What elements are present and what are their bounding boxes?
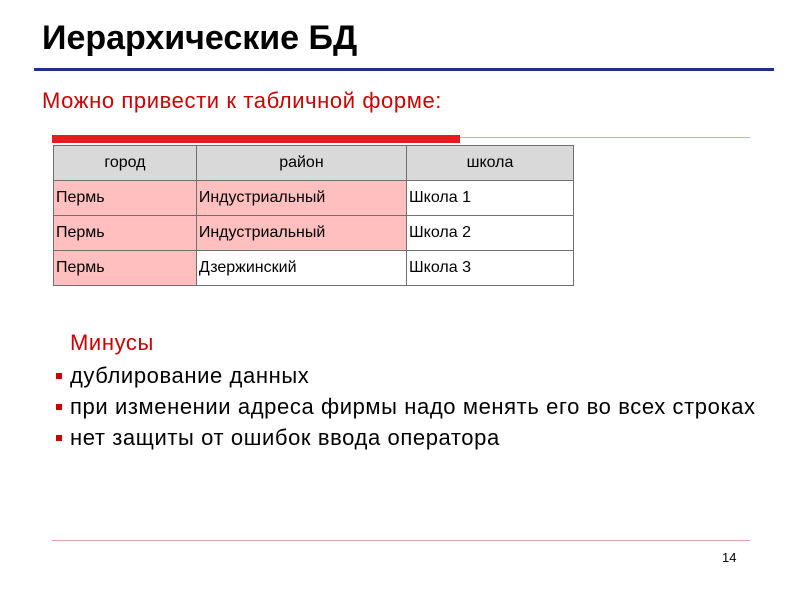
square-bullet-icon	[56, 373, 62, 379]
table-row	[54, 181, 574, 216]
cons-heading: Минусы	[70, 330, 154, 355]
red-accent-bar	[52, 135, 460, 143]
table-header-row	[54, 146, 574, 181]
slide-title: Иерархические БД	[42, 19, 358, 57]
list-item	[56, 360, 756, 391]
table-cell-district: Индустриальный	[196, 181, 406, 216]
table-cell-school: Школа 1	[407, 181, 574, 216]
table-cell-school: Школа 3	[407, 251, 574, 286]
column-header-city: город	[54, 146, 197, 181]
table-cell-district: Индустриальный	[196, 216, 406, 251]
list-item-text: при изменении адреса фирмы надо менять его во всех строках	[70, 394, 756, 419]
hierarchy-table	[53, 145, 574, 286]
page-number: 14	[722, 550, 737, 565]
bottom-thin-divider	[52, 540, 750, 541]
square-bullet-icon	[56, 435, 62, 441]
title-divider	[34, 68, 774, 71]
table-cell-district: Дзержинский	[196, 251, 406, 286]
square-bullet-icon	[56, 404, 62, 410]
column-header-school: школа	[407, 146, 574, 181]
list-item	[56, 391, 756, 422]
list-item-text: дублирование данных	[70, 363, 310, 388]
table-cell-city: Пермь	[54, 251, 197, 286]
table-cell-school: Школа 2	[407, 216, 574, 251]
table-row	[54, 216, 574, 251]
cons-list	[56, 360, 756, 453]
top-thin-divider	[460, 137, 750, 138]
table-cell-city: Пермь	[54, 216, 197, 251]
table-row	[54, 251, 574, 286]
table-cell-city: Пермь	[54, 181, 197, 216]
list-item	[56, 422, 756, 453]
list-item-text: нет защиты от ошибок ввода оператора	[70, 425, 500, 450]
column-header-district: район	[196, 146, 406, 181]
slide-subtitle: Можно привести к табличной форме:	[42, 88, 442, 113]
